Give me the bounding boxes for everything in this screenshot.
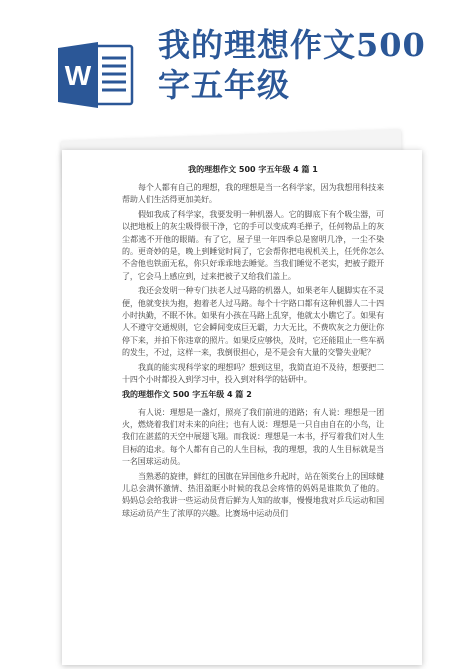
word-doc-icon [56,40,136,110]
document-page [62,150,422,665]
svg-text:W: W [64,60,92,91]
document-subheading: 我的理想作文 500 字五年级 4 篇 2 [122,389,252,399]
paragraph: 我还会发明一种专门扶老人过马路的机器人，如果老年人腿脚实在不灵便，他就变扶为抱，抱着老人过马路。每个十字路口都有这种机器人二十四小时执勤，不眠不休。如果有小孩在马路上乱穿，他就太小瞧它了。如果有人不遵守交通规则，它会瞬间变成巨无霸，力大无比，不费吹灰之力便让你停下来，并拍下你违章的照片。如果反应够快，及时，它还能阻止一些车祸的发生，不过，这样一来，我倒很担心，是不是会有大量的交警失业呢？ [122,286,384,358]
document-content [122,164,384,522]
paragraph: 每个人都有自己的理想，我的理想是当一名科学家，因为我想用科技来帮助人们生活得更加美好。 [122,183,384,205]
page-title: 我的理想作文500字五年级 [158,26,426,104]
paragraph: 我真的能实现科学家的理想吗？想到这里，我简直迫不及待，想要把二十四个小时都投入到学习中，投入到对科学的钻研中。 [122,362,384,385]
page-header [0,0,474,120]
paragraph: 当熟悉的旋律，鲜红的国旗在异国他乡升起时，站在领奖台上的国球健儿总会满怀激情、热泪盈眶小时候的我总会疼惜的妈妈是谁欺负了他的。 妈妈总会给我讲一些运动员背后鲜为人知的故事，慢慢地我对乒乓运动和国球运动员产生了浓厚的兴趣。比赛场中运动员们 [122,471,384,518]
document-heading: 我的理想作文 500 字五年级 4 篇 1 [188,165,318,174]
paragraph: 假如我成了科学家，我要发明一种机器人。它的脚底下有个吸尘器，可以把地板上的灰尘吸得很干净，它的手可以变成鸡毛掸子，任何物品上的灰尘都逃不开他的眼睛。有了它，屋子里一年四季总是窗明几净，一尘不染的。更奇妙的是，晚上到睡觉时间了，它会帮你把电视机关上，任凭你怎么不舍他也铁面无私，你只好乖乖地去睡觉。当我们睡觉不老实，把被子蹬开了，它会马上感应到，过来把被子又给我们盖上。 [122,209,384,281]
paragraph: 有人说：理想是一盏灯，照亮了我们前进的道路；有人说：理想是一团火，燃烧着我们对未来的向往；也有人说：理想是一只自由自在的小鸟，让我们在湛蓝的天空中展翅飞翔。而我说：理想是一本书，抒写着我们对人生目标的追求。每个人都有自己的人生目标，我的理想，我的人生目标就是当一名国球运动员。 [122,407,384,467]
